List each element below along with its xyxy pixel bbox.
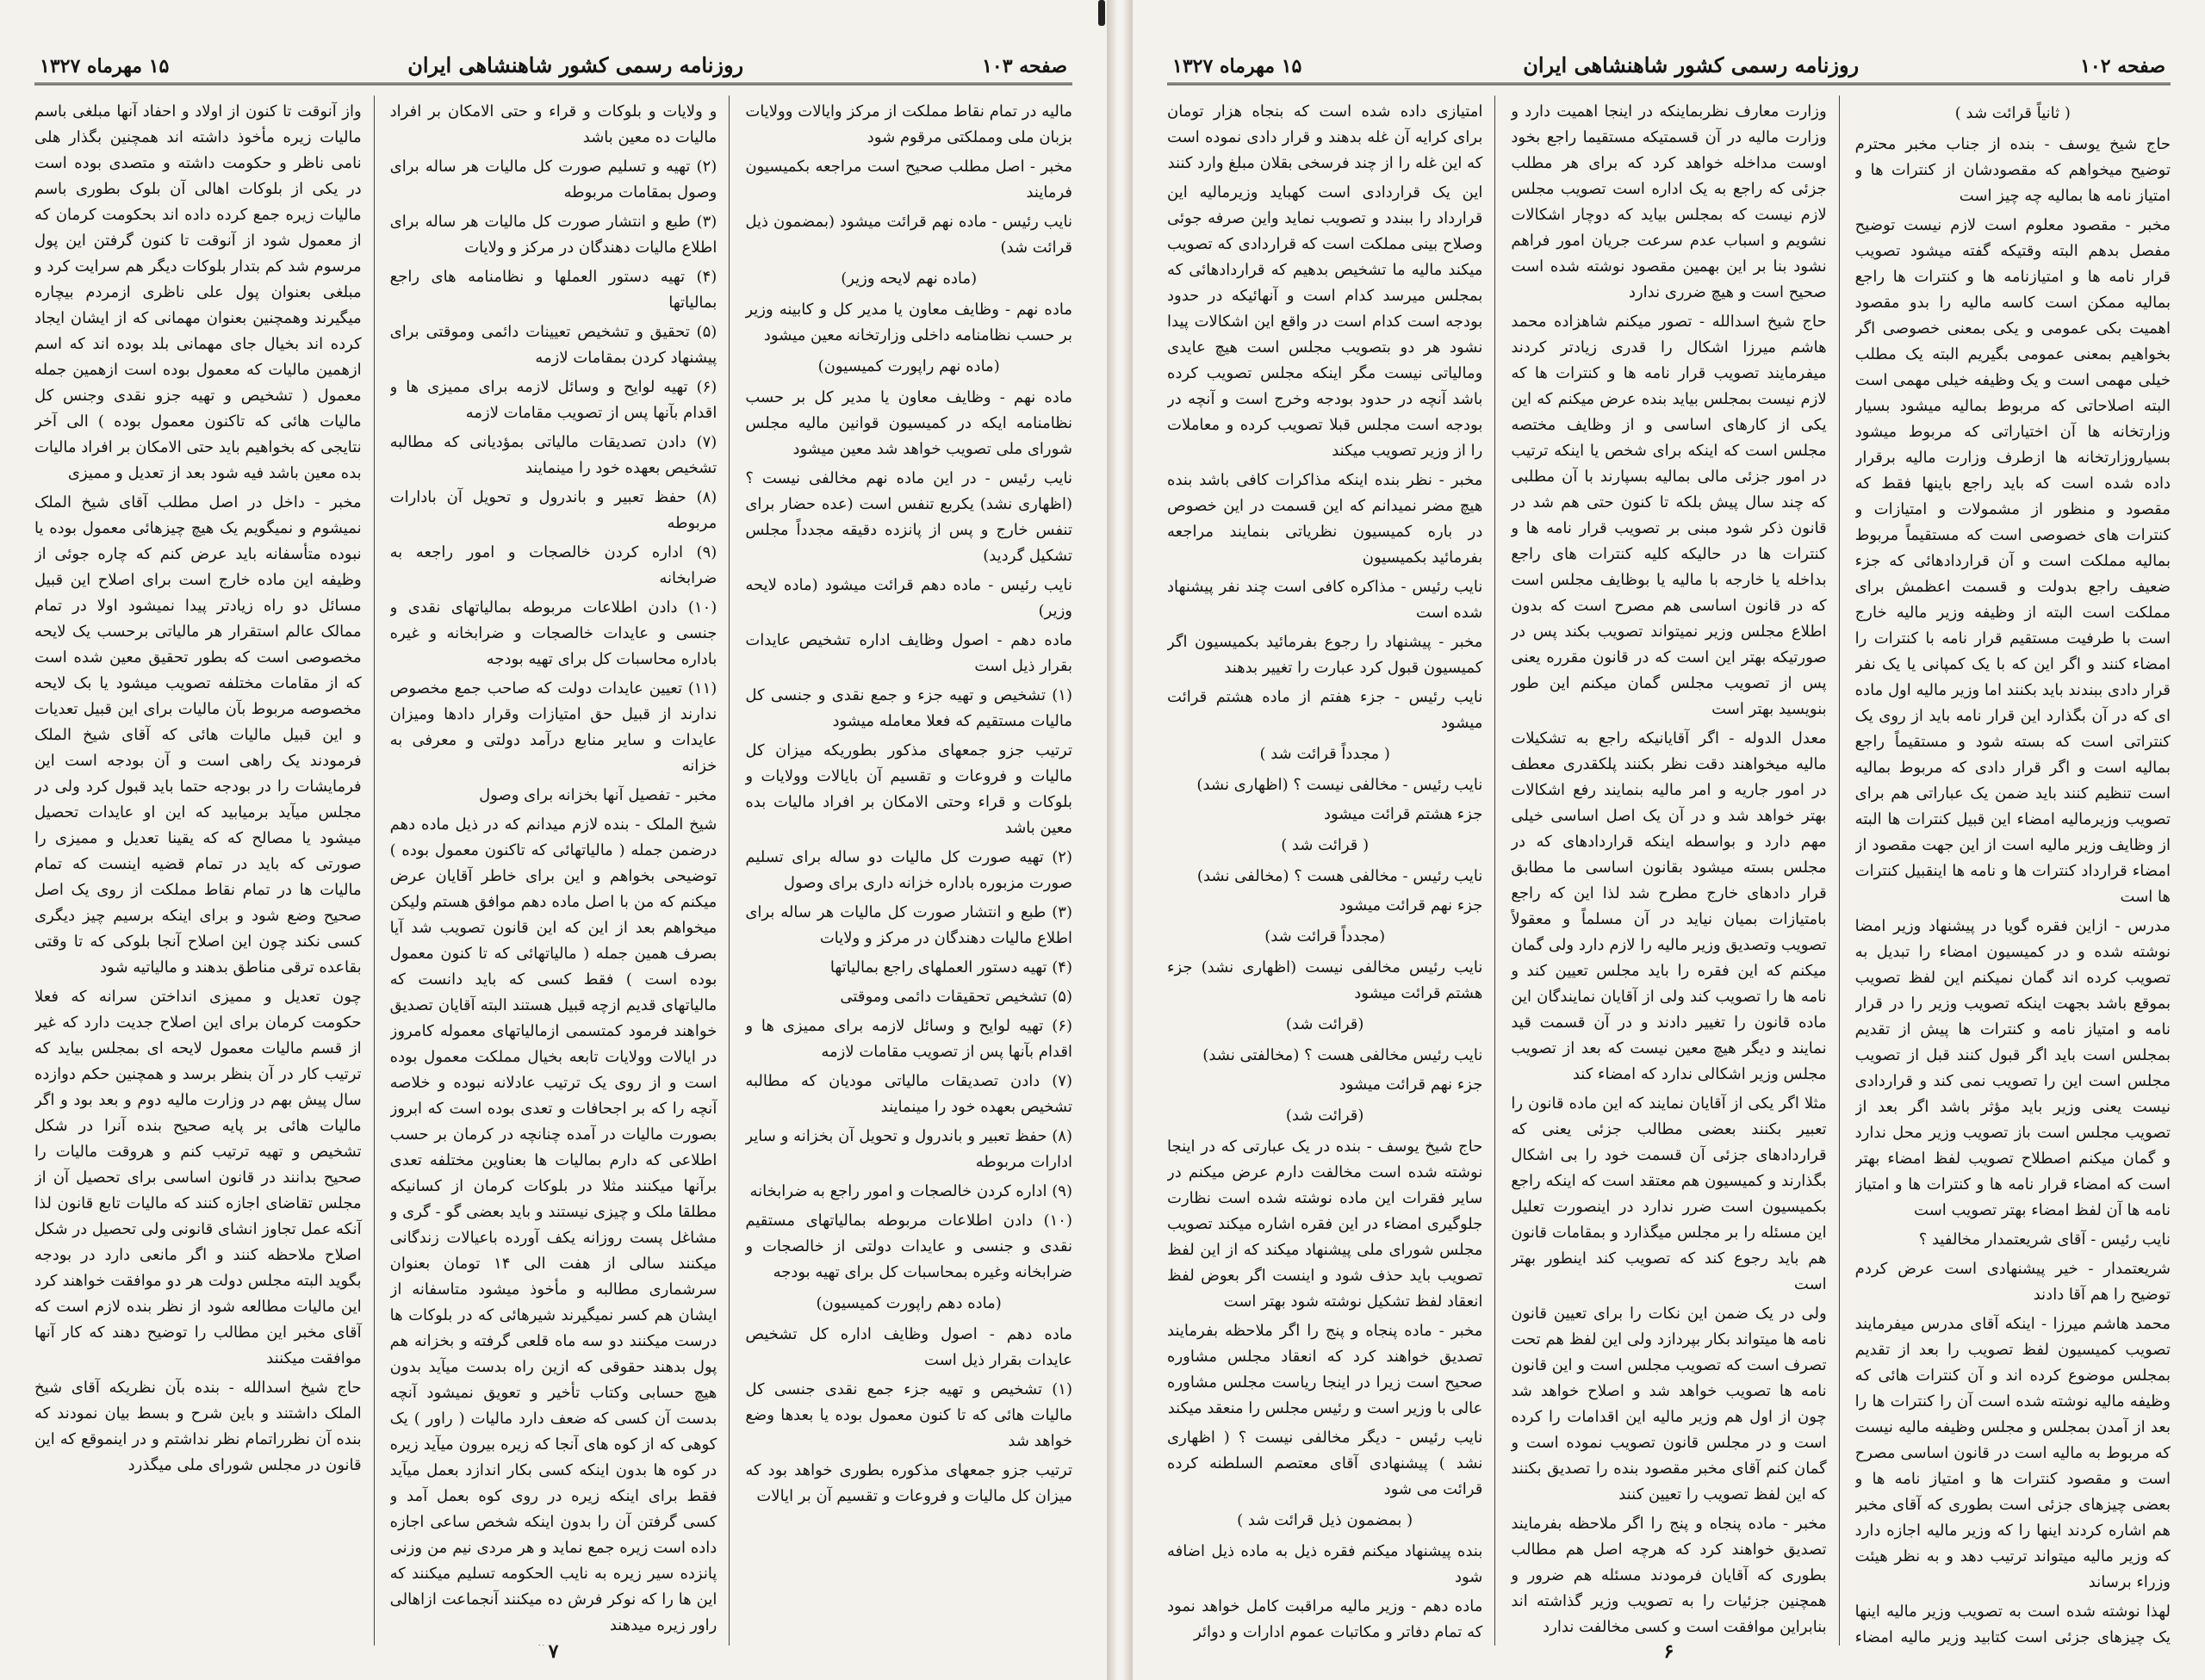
paragraph: (۲) تهیه و تسلیم صورت کل مالیات هر ساله برای وصول بمقامات مربوطه <box>389 158 717 201</box>
right-page-number: ۶ <box>1663 1640 1674 1663</box>
paragraph: (۸) حفظ تعبیر و باندرول و تحویل آن بخزانه و سایر ادارات مربوطه <box>745 1127 1072 1171</box>
paragraph: ولی در یک ضمن این نکات را برای تعیین قانون نامه ها میتواند بکار بپردازد ولی این لفظ هم تحت تصرف است که تصویب مجلس است و این قانون نامه ها تصویب خواهد شد و اصلاح خواهد شد چون از اول هم وزیر مالیه این اقدامات را کرده است و در مجلس قانون تصویب نموده است و گمان کنم آقای مخبر مقصود بنده را تصدیق بکنند که این لفظ تصویب را تعیین کنند <box>1511 1305 1827 1503</box>
speaker-paragraph: مخبر - نظر بنده اینکه مذاکرات کافی باشد بنده هیچ مضر نمیدانم که این قسمت در این خصوص در باره کمیسیون نظریاتی بنمایند مراجعه بفرمائید بکمیسیون <box>1167 471 1483 567</box>
paragraph: و ولایات و بلوکات و قراء و حتی الامکان بر افراد مالیات ده معین باشد <box>389 102 717 146</box>
paragraph: (۴) تهیه دستور العملهای راجع بمالیاتها <box>829 958 1072 976</box>
speaker-paragraph: نایب رئیس - ماده دهم قرائت میشود (ماده لایحه وزیر) <box>745 576 1072 620</box>
paragraph: (۶) تهیه لوایح و وسائل لازمه برای ممیزی ها و اقدام بآنها پس از تصویب مقامات لازمه <box>389 378 717 422</box>
speaker-paragraph: مخبر - داخل در اصل مطلب آقای شیخ الملک نمیشوم و نمیگویم یک هیچ چیزهائی معمول بوده یا نبوده متأسفانه باید عرض کنم که چاره جوئی از وظیفه این ماده خارج است برای اصلاح این قبیل مسائل دو راه زیادتر پیدا نمیشود اولا در تمام ممالک عالم استقرار هر مالیاتی برحسب یک لایحه مخصوصی است که بطور تحقیق معین شده است که از مقامات مختلفه تصویب میشود یا بک لایحه مخصوصه مربوط بآن مالیات برای این قبیل تعدیات و این قبیل مالیات هائی که آقای شیخ الملک فرمودند یک راهی است و آن بودجه است این فرمایشات را در بودجه حتما باید قبول کرد ولی در مجلس میآید برمیابید که این او عایدات تحصیل میشود یا مصالح که که یقینا تعدیل و ممیزی را صورتی که باید در تمام قضیه اینست که تمام مالیات ها در تمام نقاط مملکت از روی یک اصل صحیح وضع شود و برای اینکه برسیم چیز دیگری کسی نکند چون این اصلاح آنجا بلوکی که تا وقتی بقاعده ترقی مناطق بدهند و مالیاتیه شود <box>34 493 362 976</box>
speaker-paragraph: مخبر - ماده پنجاه و پنج را اگر ملاحظه بفرمایند تصدیق خواهند کرد که هرچه اصل هم مطالب بطوری که آقایان فرمودند مسئله هم ضرور و همچنین جزئیات را به تصویب وزیر گذاشته اند بنابراین موافقت است و کسی مخالفت ندارد <box>1511 1515 1827 1636</box>
paragraph: (۲) تهیه صورت کل مالیات دو ساله برای تسلیم صورت مزبوره باداره خزانه داری برای وصول <box>745 848 1072 892</box>
paragraph: ماده دهم - وزیر مالیه مراقبت کامل خواهد نمود که تمام دفاتر و مکاتبات عموم ادارات و دوائر <box>1167 1597 1483 1641</box>
speaker-paragraph: مخبر - ماده پنجاه و پنج را اگر ملاحظه بفرمایند تصدیق خواهند کرد که انعقاد مجلس مشاوره صحیح است زیرا در اینجا ریاست مجلس مشاوره عالی با وزیر است و رئیس مجلس را منعقد میکند <box>1167 1322 1483 1417</box>
paragraph: (۵) تشخیص تحقیقات دائمی وموقتی <box>840 988 1072 1006</box>
reading-note: ( بمضمون ذیل قرائت شد ) <box>1237 1511 1413 1529</box>
speaker-paragraph: نایب رئیس - آقای شریعتمدار مخالفید ؟ <box>1918 1231 2171 1249</box>
paragraph: امتیازی داده شده است که بنجاه هزار تومان برای کرایه آن غله بدهند و قرار دادی نموده است که این غله را از چند فرسخی بقلان مبلغ وارد کنند <box>1167 102 1483 172</box>
paragraph: مثلا اگر یکی از آقایان نمایند که این ماده قانون را تعبیر بکنند بعضی مطالب جزئی یعنی که قراردادهای جزئی آن قسمت خود را بی اشکال بگذارند و کمیسیون هم معتقد است که اینکه راجع بکمیسیون است ضرر ندارد در اینصورت تعلیل این مسئله را بر مجلس میگذارد و بمقامات قانون هم باید رجوع کند که تصویب کند اینطور بهتر است <box>1511 1094 1827 1293</box>
paragraph: واز آنوقت تا کنون از اولاد و احفاد آنها مبلغی باسم مالیات زیره مأخوذ داشته اند همچنین بگذار هلی نامی ناظر و حکومت داشته و متصدی بوده است در یکی از بلوکات اهالی آن بلوک بطوری باسم مالیات زیره جمع کرده داده اند بحکومت کرمان که از معمول شود از آنوقت تا کنون گرفتن این پول مرسوم شد کم بتدار بلوکات دیگر هم سرایت کرد و مبلغی بعنوان پول علی ناظری ازمردم بیچاره میگیرند وهمچنین بعنوان مهمانی که از ایشان ایجاد کرده اند بخیال جای مهمانی بلد بوده اند که اسم ازهمین مالیات که معمول بوده است ازهمین جمله معمول ( تشخیص و تهیه جزو نقدی وجنس کل مالیات هائی که تاکنون معمول بوده ) الی آخر نتایجی که بخواهیم باید حتی الامکان بر افراد مالیات بده معین باشد فیه شود بعد از تعدیل و ممیزی <box>34 102 362 482</box>
paragraph: (۸) حفظ تعبیر و باندرول و تحویل آن بادارات مربوطه <box>389 488 717 532</box>
speaker-paragraph: نایب رئیس - مذاکره کافی است چند نفر پیشنهاد شده است <box>1167 578 1483 622</box>
right-page <box>1133 0 2205 1680</box>
paragraph: چون تعدیل و ممیزی انداختن سرانه که فعلا حکومت کرمان برای این اصلاح جدیت دارد که غیر از قسم مالیات معمول لایحه ای بمجلس بیاید که ترتیب کار در آن بنظر برسد و همچنین حکم دوازده سال پیش بهم در وزارت مالیه دوم و بعد بود و اگر مالیات هائی بر پایه صحیح بنده آنرا در شکل تشخیص و تهیه ترتیب کنم و هروقت مالیات را صحیح بدانند در قانون اساسی برای تحصیل آن از مجلس تقاضای اجازه کنند که مالیات تابع قانون لذا آنکه عمل تجاوز انشای قانونی ولی تحصیل در شکل اصلاح ملاحظه کنند و اگر مانعی دارد در بودجه بگوید البته مجلس دولت هر دو موافقت خواهند کرد این مالیات مطالعه شود از نظر بنده لازم است که آقای مخبر این مطالب را توضیح دهند که کار آنها موافقت میکنند <box>34 988 362 1367</box>
reading-note: (قرائت شد) <box>1285 1015 1364 1033</box>
right-col-1 <box>1855 96 2171 1646</box>
speaker-paragraph: نایب رئیس - مخالفی هست ؟ (مخالفی نشد) <box>1196 867 1483 885</box>
paragraph: ترتیب جزو جمعهای مذکوره بطوری خواهد بود که میزان کل مالیات و فروعات و تقسیم آن بر ایالات <box>745 1461 1072 1505</box>
paragraph: (۶) تهیه لوایح و وسائل لازمه برای ممیزی ها و اقدام بآنها پس از تصویب مقامات لازمه <box>745 1017 1072 1061</box>
right-col-2 <box>1511 96 1839 1646</box>
paragraph: (۷) دادن تصدیقات مالیاتی مودیان که مطالبه تشخیص بعهده خود را مینمایند <box>745 1072 1072 1116</box>
speaker-paragraph: حاج شیخ اسدالله - تصور میکنم شاهزاده محمد هاشم میرزا اشکال را قدری زیادتر کردند میفرمایند تصویب قرار نامه ها و کنترات ها که لازم نیست بمجلس بیاید بنده عرض میکنم که این یکی از کارهای اساسی و از وظایف مختصه مجلس است که اینکه برای شخص یا اینکه ترتیب در امور جزئی مالی بمالیه بسپارند با آن مطلبی که چند سال پیش بلکه تا کنون حتی هم شد در قانون ذکر شود مبنی بر تصویب قرار نامه ها و کنترات ها در حالیکه کلیه کنترات های راجع بداخله یا خارجه با مالیه یا بوظایف مجلس است که در قانون اساسی هم مصرح است که بدون اطلاع مجلس وزیر نمیتواند تصویب بکند پس در صورتیکه بهتر این است که در قانون مقرره یعنی پس از تصویب مجلس گمان میکنم این طور بنویسید بهتر است <box>1511 313 1827 718</box>
left-page-title: روزنامه رسمی کشور شاهنشاهی ایران <box>407 53 744 77</box>
paragraph: (۱۱) تعیین عایدات دولت که صاحب جمع مخصوص ندارند از قبیل حق امتیازات وقرار دادها ومیزان عایدات و سایر منابع درآمد دولتی و معرفی به خزانه <box>389 679 717 775</box>
paragraph: ماده نهم - وظایف معاون یا مدیر کل و کابینه وزیر بر حسب نظامنامه داخلی وزارتخانه معین میشود <box>745 301 1072 344</box>
speaker-paragraph: نایب رئیس مخالفی هست ؟ (مخالفتی نشد) <box>1202 1046 1483 1064</box>
speaker-paragraph: نایب رئیس مخالفی نیست (اظهاری نشد) جزء هشتم قرائت میشود <box>1167 958 1483 1002</box>
reading-note: (ماده نهم راپورت کمیسیون) <box>817 357 1000 375</box>
left-page-header <box>34 34 1072 85</box>
reading-note: ( قرائت شد ) <box>1281 836 1370 854</box>
left-page-columns <box>34 96 1072 1646</box>
right-page-columns <box>1167 96 2171 1646</box>
paragraph: این یک قراردادی است کهباید وزیرمالیه این قرارداد را ببندد و تصویب نماید واین صرفه جوئی وصلاح بینی مملکت است که قراردادی که تصویب میکند مالیه ما تشخیص بدهیم که قراردادهائی که بمجلس میرسد کدام است و آنهائیکه در حدود بودجه است کدام است در واقع این اشکالات پیدا نشود هر دو بتصویب مجلس است هیچ عایدی ومالیاتی نیست مگر اینکه مجلس تصویب کرده باشد آنچه در حدود بودجه وخرج است و آنچه در بودجه است مجلس قبلا تصویب کرده و معاملات را از وزیر تصویب میکند <box>1167 183 1483 460</box>
left-page-date: ۱۵ مهرماه ۱۳۲۷ <box>40 55 170 77</box>
paragraph: وزارت معارف نظربماینکه در اینجا اهمیت دارد و وزارت مالیه در آن قسمتیکه مستقیما راجع بخود اوست مداخله خواهد کرد که برای هر مطلب جزئی که راجع به یک اداره است تصویب مجلس لازم نیست که بمجلس بیاید که دوچار اشکالات نشویم و اسباب عدم سرعت جریان امور فراهم نشود بنا بر این بهمین مقصود نوشته شده است صحیح است و هیچ ضرری ندارد <box>1511 102 1827 301</box>
reading-note: ( ثانیاً قرائت شد ) <box>1954 104 2071 122</box>
left-page-number: ۷ <box>548 1640 559 1663</box>
paragraph: (۳) طبع و انتشار صورت کل مالیات هر ساله برای اطلاع مالیات دهندگان در مرکز و ولایات <box>389 213 717 257</box>
paragraph: جزء نهم قرائت میشود <box>1339 1076 1483 1094</box>
paragraph: جزء نهم قرائت میشود <box>1339 896 1483 914</box>
speaker-paragraph: حاج شیخ یوسف - بنده از جناب مخبر محترم توضیح میخواهم که مقصودشان از کنترات ها و امتیاز نامه ها بمالیه چه چیز است <box>1854 135 2171 205</box>
speaker-paragraph: مخبر - مقصود معلوم است لازم نیست توضیح مفصل بدهم البته وقتیکه گفته میشود تصویب قرار نامه ها و امتیازنامه ها و کنترات ها راجع بمالیه ممکن است کاسه مالیه را بدو مقصود اهمیت بکی عمومی و یکی بمعنی خصوصی اگر بخواهیم بمعنی عمومی بگیریم البته یک مطلب خیلی مهمی است و یک وظیفه خیلی مهمی است البته اصلاحاتی که مربوط بمالیه میشود بسیار وزارتخانه ها آن اختیاراتی که مربوط میشود بسیاروزارتخانه ها ازطرف وزارت مالیه برقرار داده شده است که باید راجع باینها فقط که مقصود و منظور از مشمولات و امتیازات و کنترات های خصوصی است که مستقیماً مربوط بمالیه مملکت است و آن قراردادهائی که جزء ضعیف راجع بدولت و قسمت اعظمش برای مملکت است البته از وظیفه وزیر مالیه خارج است با طرفیت مستقیم قرار نامه با کنترات را امضاء کنند و اگر این که با یک کمپانی یا یک نفر قرار دادی ببندند باید بکنند اما وزیر مالیه اول ماده ای که در آن بگذارد این قرار نامه باید از روی یک کنتراتی است که بسته شود و مستقیماً راجع بمالیه است و اگر قرار دادی که مربوط بمالیه است تنظیم کنند باید ضمن یک عباراتی هم برای تصویب وزیرمالیه امضاء این قبیل کنترات ها البته از وظایف وزیر مالیه است از این جهت مقصود از امضاء قرارداد کنترات ها و نامه ها اینقبیل کنترات ها است <box>1854 216 2171 906</box>
right-col-3 <box>1167 96 1495 1646</box>
paragraph: جزء هشتم قرائت میشود <box>1324 805 1483 823</box>
paragraph: (۳) طبع و انتشار صورت کل مالیات هر ساله برای اطلاع مالیات دهندگان در مرکز و ولایات <box>745 903 1072 947</box>
paragraph: (۵) تحقیق و تشخیص تعیینات دائمی وموقتی برای پیشنهاد کردن بمقامات لازمه <box>389 323 717 367</box>
paragraph: ترتیب جزو جمعهای مذکور بطوریکه میزان کل مالیات و فروعات و تقسیم آن بایالات وولایات و بلوکات و قراء وحتی الامکان بر افراد مالیات بده معین باشد <box>745 741 1072 837</box>
speaker-paragraph: شریعتمدار - خیر پیشنهادی است عرض کردم توضیح را هم آقا دادند <box>1854 1260 2171 1304</box>
speaker-paragraph: مخبر - پیشنهاد را رجوع بفرمائید بکمیسیون اگر کمیسیون قبول کرد عبارت را تغییر بدهند <box>1167 633 1483 677</box>
speaker-paragraph: شیخ الملک - بنده لازم میدانم که در ذیل ماده دهم درضمن جمله ( مالیاتهائی که تاکنون معمول بوده ) توضیحی بخواهم و این برای خاطر آقایان عرض میکنم که من با اصل ماده دهم موافق هستم ولیکن میخواهم بعد از این که این قانون تصویب شد آیا بصرف همین جمله ( مالیاتهائی که تا کنون معمول بوده است ) فقط کسی که باید دانست که مالیاتهای قدیم ازچه قبیل هستند البته آقایان تصدیق خواهند فرمود کمتسمی ازمالیاتهای معموله کامروز در ایالات وولایات تابعه بخیال مملکت معمول بوده است و از روی یک ترتیب عادلانه نبوده و خلاصه آنچه را که بر اجحافات و تعدی بوده است که ابروز بصورت مالیات در آمده چنانچه در کرمان بر حسب اطلاعی که دارم بمالیات ها بعناوین مختلفه تعدی برآنها میکنند مثلا در بلوکات کرمان از کسانیکه مطلقا ملک و چیزی نیستند و باید بعضی گو - گری و مشاغل پست روزانه یکف آورده باعیالات زندگانی میکنند سالی از هفت الی ۱۴ تومان بعنوان سرشماری مطالبه و مأخوذ میشود متاسفانه از ایشان هم کسر نمیگیرند شیرهائی که در بلوکات ها درست میکنند دو سه ماه قلعی گرفته و بخزانه هم پول بدهند حقوقی که ازین راه بدست میآید بدون هیچ حسابی وکتاب تأخیر و تعویق نمیشود آنچه بدست آن کسی که ضعف دارد مالیات ( راور ) یک کوهی که از کوه های آنجا که زیره بیرون میآید زیره در کوه ها بدون اینکه کسی بکار اندازد بعمل میآید فقط برای اینکه زیره در روی کوه بعمل آمد و کسی گرفتن آن را بدون اینکه شخص ساعی اجازه داده است زیره جمع نماید و هر مردی نیم من وزنی پانزده سیر زیره به نایب الحکومه تسلیم میکنند که این ها را که نوکر فرش ده میکنند آنجماعت ازاهالی راور زیره میدهند <box>389 815 717 1634</box>
left-col-2 <box>390 96 730 1646</box>
reading-note: (ماده نهم لایحه وزیر) <box>841 270 978 288</box>
paragraph: (۱۰) دادن اطلاعات مربوطه بمالیاتهای نقدی و جنسی و عایدات خالصجات و ضرابخانه و غیره باداره محاسبات کل برای تهیه بودجه <box>389 598 717 668</box>
speaker-paragraph: مخبر - اصل مطلب صحیح است مراجعه بکمیسیون فرمایند <box>745 158 1072 201</box>
reading-note: (ماده دهم راپورت کمیسیون) <box>816 1294 1002 1312</box>
reading-note: (قرائت شد) <box>1285 1107 1364 1125</box>
speaker-paragraph: حاج شیخ اسدالله - بنده بآن نظریکه آقای شیخ الملک داشتند و باین شرح و بسط بیان نمودند که بنده آن نظرراتمام نظر نداشتم و در اینموقع که این قانون در مجلس شورای ملی میگذرد <box>34 1379 362 1474</box>
paragraph: (۱۰) دادن اطلاعات مربوطه بمالیاتهای مستقیم نقدی و جنسی و عایدات دولتی از خالصجات و ضرابخانه وغیره بمحاسبات کل برای تهیه بودجه <box>745 1212 1072 1281</box>
ink-speck <box>1098 0 1105 26</box>
speaker-paragraph: معدل الدوله - اگر آقایانیکه راجع به تشکیلات مالیه میخواهند دقت نظر بکنند پلکقدری معطف در امور جاریه و امر مالیه بنمایند رفع اشکالات بهتر خواهد شد و در آن یک اصل اساسی خیلی مهم دارد و بواسطه اینکه قراردادهای که در مجلس بسته میشود بقانون اساسی ما مطابق قرار دادهای خارج مطرح شد لذا این که راجع بامتیازات بمیان نیاید در آن مسلماً و معقولاً تصویب وتصدیق وزیر مالیه را لازم دارد ولی گمان میکنم که این فقره را باید مجلس تعیین کند و نامه ها را تصویب کند ولی از آقایان نمایندگان این ماده قانون را تغییر دادند و در آن قسمت قید نمایند و دیگر هیچ معین نیست که بعد از تصویب مجلس وزیر اشکالی ندارد که امضاء کند <box>1511 729 1827 1083</box>
paragraph: ماده دهم - اصول وظایف اداره کل تشخیص عایدات بقرار ذیل است <box>745 1325 1072 1369</box>
book-gutter <box>1107 0 1133 1680</box>
left-col-3 <box>34 96 375 1646</box>
paragraph: مالیه در تمام نقاط مملکت از مرکز وایالات وولایات بزبان ملی ومملکتی مرقوم شود <box>745 102 1072 146</box>
speaker-paragraph: حاج شیخ یوسف - بنده در یک عبارتی که در اینجا نوشته شده است مخالفت دارم عرض میکنم در سایر فقرات این ماده نوشته شده است نظارت جلوگیری امضاء در این فقره اشاره میکند تصویب مجلس شورای ملی پیشنهاد میکند که از این لفظ تصویب باید حذف شود و اینست اگر بعوض لفظ انعقاد لفظ تشکیل نوشته شود بهتر است <box>1167 1138 1483 1311</box>
speaker-paragraph: نایب رئیس - در این ماده نهم مخالفی نیست ؟ (اظهاری نشد) یکربع تنفس است (عده حضار برای تنفس خارج و پس از پانزده دقیقه مجدداً مجلس تشکیل گردید) <box>745 469 1072 565</box>
speaker-paragraph: نایب رئیس - ماده نهم قرائت میشود (بمضمون ذیل قرائت شد) <box>745 213 1072 257</box>
paragraph: ماده نهم - وظایف معاون یا مدیر کل بر حسب نظامنامه ایکه در کمیسیون قوانین مالیه مجلس شورای ملی تصویب خواهد شد معین میشود <box>745 388 1072 458</box>
speaker-paragraph: محمد هاشم میرزا - اینکه آقای مدرس میفرمایند تصویب کمیسیون لفظ تصویب را بعد از تقدیم بمجلس موضوع کرده اند و آن کنترات هائی که وظیفه مالیه نوشته شده است آن را کنترات ها را بعد از آمدن بمجلس و مجلس وظیفه مالیه نیست که مربوط به مالیه است در قانون اساسی مصرح است و مقصود کنترات ها و امتیاز نامه ها و بعضی چیزهای جزئی است بطوری که آقای مخبر هم اشاره کردند اینها را که وزیر مالیه اجازه دارد که وزیر مالیه میتواند ترتیب دهد و به نظر هیئت وزراء برساند <box>1854 1315 2171 1591</box>
paragraph: (۱) تشخیص و تهیه جزء و جمع نقدی و جنسی کل مالیات مستقیم که فعلا معامله میشود <box>745 686 1072 730</box>
speaker-paragraph: نایب رئیس - دیگر مخالفی نیست ؟ ( اظهاری نشد ) پیشنهادی آقای معتصم السلطنه کرده قرائت می شود <box>1167 1429 1483 1498</box>
right-page-title: روزنامه رسمی کشور شاهنشاهی ایران <box>1523 53 1860 77</box>
paragraph: بنده پیشنهاد میکنم فقره ذیل به ماده ذیل اضافه شود <box>1167 1542 1483 1586</box>
left-col-1 <box>745 96 1072 1646</box>
reading-note: (مجدداً قرائت شد) <box>1264 927 1386 945</box>
right-page-label: صفحه ۱۰۲ <box>2080 55 2165 77</box>
paragraph: (۹) اداره کردن خالصجات و امور راجع به ضرابخانه <box>749 1182 1072 1200</box>
speaker-paragraph: نایب رئیس - مخالفی نیست ؟ (اظهاری نشد) <box>1196 776 1483 794</box>
reading-note: ( مجدداً قرائت شد ) <box>1259 745 1390 763</box>
paragraph: لهذا نوشته شده است به تصویب وزیر مالیه اینها یک چیزهای جزئی است کتابید وزیر مالیه امضاء <box>1854 1603 2171 1646</box>
right-page-header <box>1167 34 2171 85</box>
speaker-paragraph: مدرس - ازاین فقره گویا در پیشنهاد وزیر امضا نوشته شده و در کمیسیون امضاء را تبدیل به تصویب کرده اند گمان نمیکنم این لفظ تصویب بموقع باشد بجهت اینکه تصویب وزیر را در قرار نامه و امتیاز نامه و کنترات ها پیش از تقدیم بمجلس است باید اگر قبول کنند قبل از تصویب مجلس است این را تصویب نمی کند و قراردادی نیست یعنی وزیر باید مؤثر باشد اگر بعد از تصویب مجلس است باز تصویب وزیر محل ندارد و گمان میکنم اصطلاح تصویب لفظ امضاء بهتر است که امضاء قرار نامه ها و کنترات ها و امتیاز نامه ها آن لفظ امضاء بهتر تصویب است <box>1854 917 2171 1219</box>
paragraph: (۷) دادن تصدیقات مالیاتی بمؤدیانی که مطالبه تشخیص بعهده خود را مینمایند <box>389 433 717 477</box>
speaker-paragraph: مخبر - تفصیل آنها بخزانه برای وصول <box>479 786 717 804</box>
paragraph: (۱) تشخیص و تهیه جزء جمع نقدی جنسی کل مالیات هائی که تا کنون معمول بوده یا بعدها وضع خواهد شد <box>745 1380 1072 1450</box>
paragraph: (۹) اداره کردن خالصجات و امور راجعه به ضرابخانه <box>389 543 717 587</box>
paragraph: ماده دهم - اصول وظایف اداره تشخیص عایدات بقرار ذیل است <box>745 631 1072 675</box>
left-page-label: صفحه ۱۰۳ <box>982 55 1067 77</box>
paragraph: (۴) تهیه دستور العملها و نظامنامه های راجع بمالیاتها <box>389 268 717 312</box>
speaker-paragraph: نایب رئیس - جزء هفتم از ماده هشتم قرائت میشود <box>1167 688 1483 732</box>
right-page-date: ۱۵ مهرماه ۱۳۲۷ <box>1172 55 1302 77</box>
